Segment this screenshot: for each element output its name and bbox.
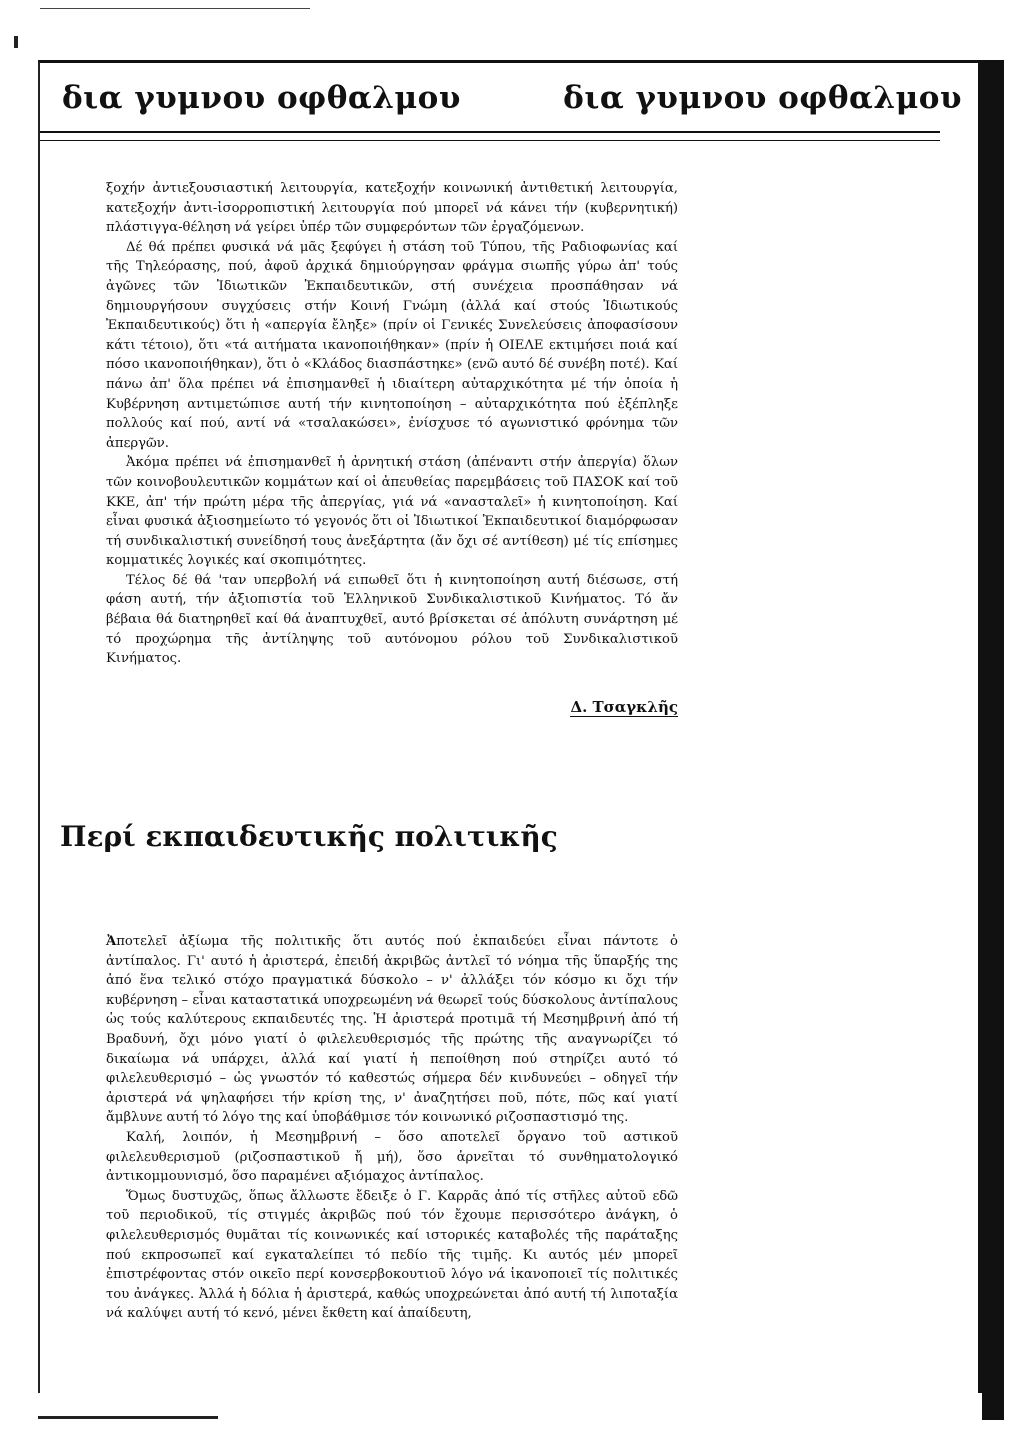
header-double-rule — [40, 131, 940, 141]
article-two-paragraph: Καλή, λοιπόν, ἡ Μεσημβρινή – ὅσο αποτελεῖ ὄργανο τοῦ αστικοῦ φιλελευθερισμοῦ (ριζοσπαστικοῦ ἤ μή), ὅσο ἀρνεῖται τό συνθηματολογικό ἀντικομμουνισμό, ὅσο παραμένει αξιόμαχος ἀντίπαλος. — [106, 1129, 678, 1185]
article-two-body — [106, 932, 678, 1324]
page-header — [62, 80, 962, 116]
article-two-title: Περί εκπαιδευτικῆς πολιτικῆς — [60, 820, 558, 853]
top-decorative-rule — [40, 8, 310, 9]
article-one-paragraph: Ἀκόμα πρέπει νά ἐπισημανθεῖ ἡ ἀρνητική στάση (ἀπέναντι στήν ἀπεργία) ὅλων τῶν κοινοβουλευτικῶν κομμάτων καί οἱ ἀπευθείας παρεμβάσεις τοῦ ΠΑΣΟΚ καί τοῦ ΚΚΕ, ἀπ' τήν πρώτη μέρα τῆς ἀπεργίας, γιά νά «ανασταλεῖ» ἡ κινητοποίηση. Καί εἶναι φυσικά ἀξιοσημείωτο τό γεγονός ὅτι οἱ Ἰδιωτικοί Ἐκπαιδευτικοί διαμόρφωσαν τή συνδικαλιστική συνείδησή τους ἀνεξάρτητα (ἄν ὄχι σέ αντίθεση) μέ τίς επίσημες κομματικές λογικές καί σκοπιμότητες. — [106, 455, 678, 569]
article-two-paragraph-text: ποτελεῖ ἀξίωμα τῆς πολιτικῆς ὅτι αυτός πού ἐκπαιδεύει εἶναι πάντοτε ὁ ἀντίπαλος. Γι' αυτό ἡ ἀριστερά, ἐπειδή ἀκριβῶς ἀντλεῖ τό νόημα τῆς ὕπαρξής της ἀπό ἕνα τελικό στόχο πραγματικά δύσκολο – ν' ἀλλάξει τόν κόσμο κι ὄχι τήν κυβέρνηση – εἶναι καταστατικά υποχρεωμένη νά θεωρεῖ τούς δύσκολους ἀντίπαλους ὡς τούς καλύτερους εκπαιδευτές της. Ἡ ἀριστερά προτιμᾶ τή Μεσημβρινή ἀπό τή Βραδυνή, ὄχι μόνο γιατί ὁ φιλελευθερισμός τῆς πρώτης τῆς αναγνωρίζει τό δικαίωμα νά υπάρχει, ἀλλά καί γιατί ἡ πεποίθηση πού στηρίζει αυτό τό φιλελευθερισμό – ὡς γνωστόν τό καθεστώς σήμερα δέν κινδυνεύει – οδηγεῖ τήν ἀριστερά νά ψηλαφήσει τήν κρίση της, ν' ἀναζητήσει ποῦ, πότε, πῶς καί γιατί ἄμβλυνε αυτή τό λόγο της καί ὑποβάθμισε τόν κοινωνικό ριζοσπαστισμό της. — [106, 934, 678, 1126]
author-signature — [560, 698, 678, 716]
article-two-paragraph — [106, 932, 678, 1128]
drop-cap: Ἀ — [106, 934, 117, 949]
header-title-right: δια γυμνου οφθαλμου — [563, 80, 962, 116]
article-one-paragraph: Τέλος δέ θά 'ταν υπερβολή νά ειπωθεῖ ὅτι ἡ κινητοποίηση αυτή διέσωσε, στή φάση αυτή, τήν ἀξιοπιστία τοῦ Ἑλληνικοῦ Συνδικαλιστικοῦ Κινήματος. Τό ἄν βέβαια θά διατηρηθεῖ καί θά ἀναπτυχθεῖ, αυτό βρίσκεται σέ ἀπόλυτη συνάρτηση μέ τό προχώρημα τῆς ἀντίληψης τοῦ αυτόνομου ρόλου τοῦ Συνδικαλιστικοῦ Κινήματος. — [106, 572, 678, 667]
header-title-left: δια γυμνου οφθαλμου — [62, 80, 461, 116]
article-one-body — [106, 179, 678, 669]
article-two-paragraph: Ὅμως δυστυχῶς, ὅπως ἄλλωστε ἔδειξε ὁ Γ. Καρρᾶς ἀπό τίς στῆλες αὐτοῦ εδῶ τοῦ περιοδικοῦ, τίς στιγμές ἀκριβῶς πού τόν ἔχουμε περισσότερο ἀνάγκη, ὁ φιλελευθερισμός θυμᾶται τίς κοινωνικές καί ιστορικές καταβολές τῆς παράταξης πού εκπροσωπεῖ καί εγκαταλείπει τό πεδίο τῆς τιμῆς. Κι αυτός μέν μπορεῖ ἐπιστρέφοντας στόν οικεῖο περί κονσερβοκουτιοῦ λόγο νά ἱκανοποιεῖ τίς πολιτικές του ἀνάγκες. Ἀλλά ἡ δόλια ἡ ἀριστερά, καθώς υποχρεώνεται ἀπό αυτή τή λιποταξία νά καλύψει αυτή τό κενό, μένει ἔκθετη καί ἀπαίδευτη, — [106, 1188, 678, 1322]
author-name: Δ. Τσαγκλῆς — [570, 698, 678, 716]
bottom-decorative-rule — [38, 1416, 218, 1419]
article-one-paragraph: Δέ θά πρέπει φυσικά νά μᾶς ξεφύγει ἡ στάση τοῦ Τύπου, τῆς Ραδιοφωνίας καί τῆς Τηλεόρασης, πού, ἀφοῦ ἀρχικά δημιούργησαν φράγμα σιωπῆς γύρω ἀπ' τούς ἀγῶνες τῶν Ἰδιωτικῶν Ἐκπαιδευτικῶν, στή συνέχεια προσπάθησαν νά δημιουργήσουν συγχύσεις στήν Κοινή Γνώμη (ἀλλά καί στούς Ἰδιωτικούς Ἐκπαιδευτικούς) ὅτι ἡ «απεργία ἔληξε» (πρίν οἱ Γενικές Συνελεύσεις ἀποφασίσουν κάτι τέτοιο), ὅτι «τά αιτήματα ικανοποιήθηκαν» (πρίν ἡ ΟΙΕΛΕ εκτιμήσει ποιά καί πόσο ικανοποιήθηκαν), ὅτι ὁ «Κλάδος διασπάστηκε» (ενῶ αυτό δέ συνέβη ποτέ). Καί πάνω ἀπ' ὅλα πρέπει νά ἐπισημανθεῖ ἡ ιδιαίτερη αὐταρχικότητα μέ τήν ὁποία ἡ Κυβέρνηση αντιμετώπισε αυτή τήν κινητοποίηση – αὐταρχικότητα πού ἐξέπληξε πολλούς καί πού, αντί νά «τσαλακώσει», ἐνίσχυσε τό αγωνιστικό φρόνημα τῶν ἀπεργῶν. — [106, 239, 678, 451]
left-margin-mark — [14, 36, 18, 48]
article-one-paragraph: ξοχήν ἀντιεξουσιαστική λειτουργία, κατεξοχήν κοινωνική ἀντιθετική λειτουργία, κατεξοχήν ἀντι-ἰσορροπιστική λειτουργία πού μπορεῖ νά κάνει τήν (κυβερνητική) πλάστιγγα-θέληση νά γείρει ὑπέρ τῶν συμφερόντων τῶν ἐργαζόμενων. — [106, 181, 678, 236]
right-black-bar — [982, 60, 1004, 1420]
